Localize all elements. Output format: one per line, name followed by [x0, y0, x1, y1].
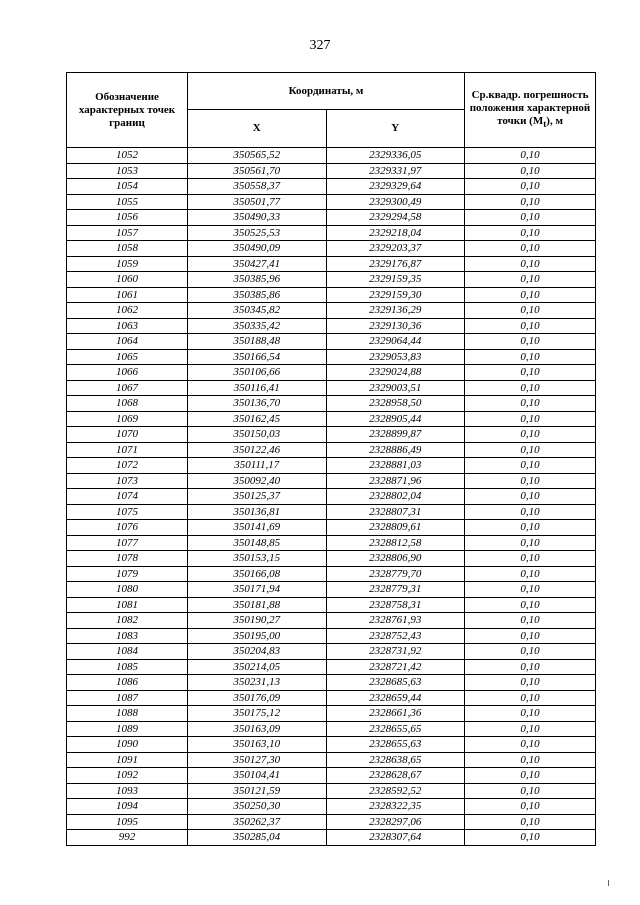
- point-cell: 1075: [67, 504, 188, 520]
- table-row: [67, 318, 596, 334]
- error-cell: 0,10: [465, 473, 596, 489]
- error-cell: 0,10: [465, 303, 596, 319]
- y-cell: 2328592,52: [326, 783, 465, 799]
- error-cell: 0,10: [465, 365, 596, 381]
- point-cell: 1073: [67, 473, 188, 489]
- table-row: [67, 303, 596, 319]
- point-cell: 1062: [67, 303, 188, 319]
- x-cell: 350231,13: [188, 675, 327, 691]
- y-cell: 2328802,04: [326, 489, 465, 505]
- x-cell: 350204,83: [188, 644, 327, 660]
- table-header: [67, 73, 596, 148]
- x-cell: 350190,27: [188, 613, 327, 629]
- table-row: [67, 675, 596, 691]
- point-cell: 1057: [67, 225, 188, 241]
- x-cell: 350250,30: [188, 799, 327, 815]
- y-cell: 2328958,50: [326, 396, 465, 412]
- x-cell: 350148,85: [188, 535, 327, 551]
- error-cell: 0,10: [465, 504, 596, 520]
- y-cell: 2329336,05: [326, 148, 465, 164]
- y-cell: 2328899,87: [326, 427, 465, 443]
- y-cell: 2329203,37: [326, 241, 465, 257]
- error-cell: 0,10: [465, 380, 596, 396]
- error-cell: 0,10: [465, 520, 596, 536]
- point-cell: 1065: [67, 349, 188, 365]
- table-row: [67, 241, 596, 257]
- error-cell: 0,10: [465, 613, 596, 629]
- point-cell: 1059: [67, 256, 188, 272]
- y-cell: 2328655,63: [326, 737, 465, 753]
- table-row: [67, 799, 596, 815]
- x-cell: 350188,48: [188, 334, 327, 350]
- y-cell: 2329003,51: [326, 380, 465, 396]
- table-row: [67, 783, 596, 799]
- x-cell: 350166,54: [188, 349, 327, 365]
- header-x: X: [188, 110, 327, 148]
- table-row: [67, 473, 596, 489]
- point-cell: 1077: [67, 535, 188, 551]
- table-row: [67, 504, 596, 520]
- error-cell: 0,10: [465, 597, 596, 613]
- error-cell: 0,10: [465, 210, 596, 226]
- point-cell: 1068: [67, 396, 188, 412]
- x-cell: 350121,59: [188, 783, 327, 799]
- y-cell: 2328659,44: [326, 690, 465, 706]
- header-error: Ср.квадр. погрешность положения характерной точки $(M_t)$, м: [465, 73, 596, 148]
- error-cell: 0,10: [465, 690, 596, 706]
- y-cell: 2329159,35: [326, 272, 465, 288]
- table-row: [67, 535, 596, 551]
- header-coordinates: Координаты, м: [188, 73, 465, 110]
- table-row: [67, 225, 596, 241]
- point-cell: 1076: [67, 520, 188, 536]
- y-cell: 2329064,44: [326, 334, 465, 350]
- y-cell: 2329331,97: [326, 163, 465, 179]
- x-cell: 350175,12: [188, 706, 327, 722]
- table-row: [67, 520, 596, 536]
- x-cell: 350122,46: [188, 442, 327, 458]
- y-cell: 2328752,43: [326, 628, 465, 644]
- x-cell: 350171,94: [188, 582, 327, 598]
- y-cell: 2328881,03: [326, 458, 465, 474]
- error-cell: 0,10: [465, 194, 596, 210]
- edge-mark: [608, 880, 609, 886]
- x-cell: 350116,41: [188, 380, 327, 396]
- point-cell: 1088: [67, 706, 188, 722]
- y-cell: 2328758,31: [326, 597, 465, 613]
- table-row: [67, 613, 596, 629]
- error-cell: 0,10: [465, 799, 596, 815]
- point-cell: 1052: [67, 148, 188, 164]
- y-cell: 2329053,83: [326, 349, 465, 365]
- table-row: [67, 582, 596, 598]
- y-cell: 2328809,61: [326, 520, 465, 536]
- y-cell: 2328655,65: [326, 721, 465, 737]
- table-row: [67, 551, 596, 567]
- point-cell: 1082: [67, 613, 188, 629]
- table-row: [67, 427, 596, 443]
- y-cell: 2328638,65: [326, 752, 465, 768]
- error-cell: 0,10: [465, 349, 596, 365]
- point-cell: 1080: [67, 582, 188, 598]
- x-cell: 350335,42: [188, 318, 327, 334]
- error-cell: 0,10: [465, 628, 596, 644]
- y-cell: 2328779,31: [326, 582, 465, 598]
- y-cell: 2329159,30: [326, 287, 465, 303]
- error-cell: 0,10: [465, 272, 596, 288]
- error-cell: 0,10: [465, 458, 596, 474]
- x-cell: 350153,15: [188, 551, 327, 567]
- error-cell: 0,10: [465, 411, 596, 427]
- y-cell: 2328871,96: [326, 473, 465, 489]
- y-cell: 2329294,58: [326, 210, 465, 226]
- table-row: [67, 752, 596, 768]
- x-cell: 350490,33: [188, 210, 327, 226]
- x-cell: 350111,17: [188, 458, 327, 474]
- point-cell: 1071: [67, 442, 188, 458]
- point-cell: 1063: [67, 318, 188, 334]
- point-cell: 1074: [67, 489, 188, 505]
- table-row: [67, 163, 596, 179]
- x-cell: 350262,37: [188, 814, 327, 830]
- y-cell: 2328905,44: [326, 411, 465, 427]
- error-cell: 0,10: [465, 814, 596, 830]
- y-cell: 2328731,92: [326, 644, 465, 660]
- x-cell: 350385,96: [188, 272, 327, 288]
- table-row: [67, 349, 596, 365]
- point-cell: 1079: [67, 566, 188, 582]
- error-cell: 0,10: [465, 489, 596, 505]
- point-cell: 1061: [67, 287, 188, 303]
- table-row: [67, 597, 596, 613]
- point-cell: 1067: [67, 380, 188, 396]
- table-row: [67, 365, 596, 381]
- error-cell: 0,10: [465, 535, 596, 551]
- x-cell: 350214,05: [188, 659, 327, 675]
- x-cell: 350125,37: [188, 489, 327, 505]
- y-cell: 2328297,06: [326, 814, 465, 830]
- y-cell: 2328779,70: [326, 566, 465, 582]
- table-row: [67, 721, 596, 737]
- point-cell: 1078: [67, 551, 188, 567]
- x-cell: 350385,86: [188, 287, 327, 303]
- y-cell: 2329136,29: [326, 303, 465, 319]
- error-cell: 0,10: [465, 721, 596, 737]
- point-cell: 1060: [67, 272, 188, 288]
- point-cell: 1087: [67, 690, 188, 706]
- table-row: [67, 814, 596, 830]
- error-cell: 0,10: [465, 256, 596, 272]
- x-cell: 350181,88: [188, 597, 327, 613]
- error-cell: 0,10: [465, 783, 596, 799]
- table-row: [67, 737, 596, 753]
- x-cell: 350163,10: [188, 737, 327, 753]
- table-row: [67, 411, 596, 427]
- table-row: [67, 706, 596, 722]
- point-cell: 1055: [67, 194, 188, 210]
- point-cell: 1081: [67, 597, 188, 613]
- y-cell: 2328685,63: [326, 675, 465, 691]
- y-cell: 2328807,31: [326, 504, 465, 520]
- x-cell: 350195,00: [188, 628, 327, 644]
- point-cell: 1069: [67, 411, 188, 427]
- x-cell: 350127,30: [188, 752, 327, 768]
- x-cell: 350525,53: [188, 225, 327, 241]
- table-row: [67, 628, 596, 644]
- error-cell: 0,10: [465, 768, 596, 784]
- point-cell: 1056: [67, 210, 188, 226]
- y-cell: 2329176,87: [326, 256, 465, 272]
- x-cell: 350501,77: [188, 194, 327, 210]
- table-row: [67, 768, 596, 784]
- x-cell: 350092,40: [188, 473, 327, 489]
- table-row: [67, 179, 596, 195]
- point-cell: 1094: [67, 799, 188, 815]
- error-cell: 0,10: [465, 179, 596, 195]
- x-cell: 350136,81: [188, 504, 327, 520]
- point-cell: 1091: [67, 752, 188, 768]
- table-row: [67, 690, 596, 706]
- x-cell: 350136,70: [188, 396, 327, 412]
- y-cell: 2329218,04: [326, 225, 465, 241]
- table-row: [67, 287, 596, 303]
- error-cell: 0,10: [465, 442, 596, 458]
- y-cell: 2328322,35: [326, 799, 465, 815]
- table-row: [67, 148, 596, 164]
- error-cell: 0,10: [465, 566, 596, 582]
- y-cell: 2328761,93: [326, 613, 465, 629]
- x-cell: 350106,66: [188, 365, 327, 381]
- point-cell: 1083: [67, 628, 188, 644]
- y-cell: 2329329,64: [326, 179, 465, 195]
- point-cell: 1058: [67, 241, 188, 257]
- error-cell: 0,10: [465, 318, 596, 334]
- x-cell: 350162,45: [188, 411, 327, 427]
- header-designation: Обозначение характерных точек границ: [67, 73, 188, 148]
- point-cell: 1084: [67, 644, 188, 660]
- x-cell: 350176,09: [188, 690, 327, 706]
- error-cell: 0,10: [465, 659, 596, 675]
- error-cell: 0,10: [465, 675, 596, 691]
- table-row: [67, 396, 596, 412]
- y-cell: 2328721,42: [326, 659, 465, 675]
- error-cell: 0,10: [465, 644, 596, 660]
- error-cell: 0,10: [465, 427, 596, 443]
- table-row: [67, 458, 596, 474]
- error-cell: 0,10: [465, 225, 596, 241]
- y-cell: 2329130,36: [326, 318, 465, 334]
- point-cell: 1089: [67, 721, 188, 737]
- point-cell: 1070: [67, 427, 188, 443]
- error-cell: 0,10: [465, 287, 596, 303]
- point-cell: 1064: [67, 334, 188, 350]
- x-cell: 350150,03: [188, 427, 327, 443]
- point-cell: 1072: [67, 458, 188, 474]
- table-body: [67, 148, 596, 846]
- point-cell: 1086: [67, 675, 188, 691]
- y-cell: 2328812,58: [326, 535, 465, 551]
- x-cell: 350561,70: [188, 163, 327, 179]
- point-cell: 1053: [67, 163, 188, 179]
- point-cell: 992: [67, 830, 188, 846]
- table-row: [67, 830, 596, 846]
- y-cell: 2329024,88: [326, 365, 465, 381]
- error-cell: 0,10: [465, 334, 596, 350]
- error-cell: 0,10: [465, 706, 596, 722]
- error-cell: 0,10: [465, 396, 596, 412]
- x-cell: 350141,69: [188, 520, 327, 536]
- error-cell: 0,10: [465, 163, 596, 179]
- header-y: Y: [326, 110, 465, 148]
- table-row: [67, 644, 596, 660]
- error-cell: 0,10: [465, 737, 596, 753]
- x-cell: 350565,52: [188, 148, 327, 164]
- error-cell: 0,10: [465, 148, 596, 164]
- point-cell: 1066: [67, 365, 188, 381]
- point-cell: 1092: [67, 768, 188, 784]
- x-cell: 350490,09: [188, 241, 327, 257]
- error-cell: 0,10: [465, 582, 596, 598]
- x-cell: 350427,41: [188, 256, 327, 272]
- table-row: [67, 442, 596, 458]
- y-cell: 2329300,49: [326, 194, 465, 210]
- y-cell: 2328628,67: [326, 768, 465, 784]
- table-row: [67, 334, 596, 350]
- point-cell: 1090: [67, 737, 188, 753]
- table-row: [67, 210, 596, 226]
- table-row: [67, 659, 596, 675]
- y-cell: 2328886,49: [326, 442, 465, 458]
- table-row: [67, 194, 596, 210]
- error-cell: 0,10: [465, 752, 596, 768]
- table-row: [67, 489, 596, 505]
- y-cell: 2328806,90: [326, 551, 465, 567]
- error-cell: 0,10: [465, 830, 596, 846]
- table-row: [67, 272, 596, 288]
- coordinates-table: [66, 72, 596, 846]
- y-cell: 2328661,36: [326, 706, 465, 722]
- table-row: [67, 256, 596, 272]
- page-number: 327: [309, 38, 331, 53]
- table-row: [67, 566, 596, 582]
- point-cell: 1093: [67, 783, 188, 799]
- x-cell: 350345,82: [188, 303, 327, 319]
- error-cell: 0,10: [465, 241, 596, 257]
- table-row: [67, 380, 596, 396]
- x-cell: 350166,08: [188, 566, 327, 582]
- error-cell: 0,10: [465, 551, 596, 567]
- point-cell: 1085: [67, 659, 188, 675]
- x-cell: 350558,37: [188, 179, 327, 195]
- y-cell: 2328307,64: [326, 830, 465, 846]
- x-cell: 350285,04: [188, 830, 327, 846]
- point-cell: 1095: [67, 814, 188, 830]
- point-cell: 1054: [67, 179, 188, 195]
- x-cell: 350163,09: [188, 721, 327, 737]
- x-cell: 350104,41: [188, 768, 327, 784]
